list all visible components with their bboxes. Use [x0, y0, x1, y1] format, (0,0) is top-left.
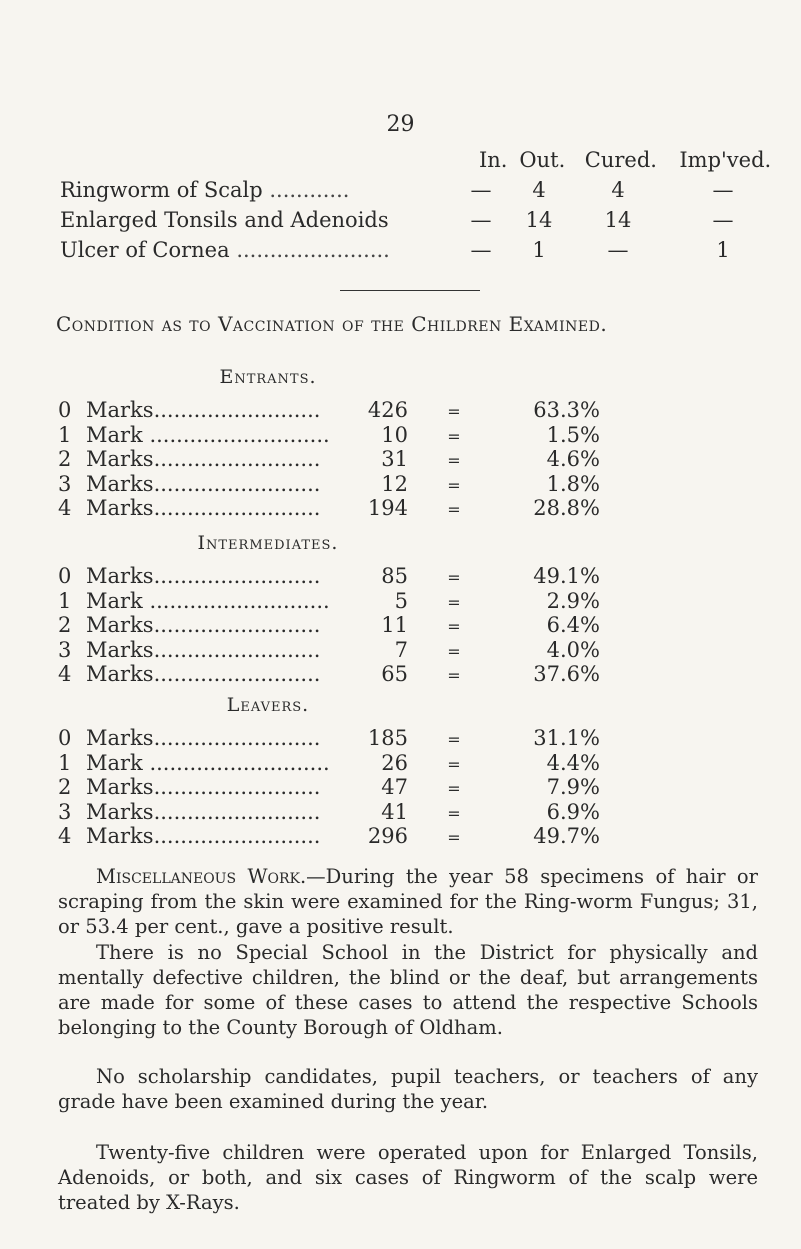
special-school-text: There is no Special School in the District for physically and mentally defective children, the blind or the deaf, but arrangements are made for some of these cases to attend the respective Schools belonging to the County Borough of Oldham. — [58, 941, 758, 1039]
marks-percent: 1.8% — [546, 471, 600, 496]
misc-work-paragraph — [58, 864, 758, 939]
ailment-label: Enlarged Tonsils and Adenoids — [60, 208, 389, 232]
header-in: In. — [478, 148, 508, 172]
marks-row — [58, 398, 698, 423]
marks-row — [58, 824, 698, 849]
marks-number: 0 — [58, 564, 72, 588]
marks-count: 5 — [394, 588, 408, 613]
equals-sign: = — [447, 754, 461, 774]
marks-label: Marks......................... — [86, 447, 321, 471]
header-out: Out. — [519, 148, 566, 172]
ailment-row — [60, 178, 780, 208]
equals-sign: = — [447, 402, 461, 421]
ailment-in: — — [470, 208, 492, 232]
marks-number: 4 — [58, 824, 72, 848]
marks-number: 1 — [58, 750, 72, 775]
misc-work-heading: Miscellaneous Work. — [96, 865, 307, 888]
marks-percent: 4.6% — [546, 447, 600, 471]
marks-number: 0 — [58, 726, 72, 750]
marks-percent: 6.9% — [546, 799, 600, 824]
ailment-cured: — — [607, 238, 629, 262]
section-title: Entrants. — [219, 366, 317, 388]
marks-count: 31 — [381, 447, 408, 471]
marks-count: 85 — [381, 564, 408, 588]
marks-row — [58, 800, 698, 825]
ailment-label: Ringworm of Scalp ............ — [60, 178, 350, 202]
section-title: Leavers. — [226, 694, 310, 716]
scholarship-paragraph — [58, 1064, 758, 1114]
marks-count: 47 — [381, 775, 408, 799]
marks-count: 194 — [367, 496, 408, 520]
marks-label: Marks......................... — [86, 726, 321, 750]
marks-percent: 37.6% — [533, 662, 600, 686]
marks-label: Marks......................... — [86, 496, 321, 520]
equals-sign: = — [447, 803, 461, 823]
marks-row — [58, 613, 698, 638]
marks-count: 65 — [381, 662, 408, 686]
marks-number: 3 — [58, 799, 72, 824]
header-cured: Cured. — [584, 148, 657, 172]
ailment-out: 4 — [532, 178, 546, 202]
marks-percent: 49.7% — [533, 824, 600, 848]
marks-label: Marks......................... — [86, 824, 321, 848]
marks-label: Marks......................... — [86, 775, 321, 799]
equals-sign: = — [447, 426, 461, 446]
marks-number: 4 — [58, 662, 72, 686]
marks-percent: 7.9% — [546, 775, 600, 799]
equals-sign: = — [447, 666, 461, 685]
ailment-out: 14 — [525, 208, 553, 232]
header-improved: Imp'ved. — [679, 148, 772, 172]
marks-row — [58, 751, 698, 776]
vaccination-title: Condition as to Vaccination of the Children Examined. — [56, 312, 608, 336]
marks-number: 1 — [58, 422, 72, 447]
marks-number: 2 — [58, 775, 72, 799]
equals-sign: = — [447, 617, 461, 636]
marks-count: 296 — [367, 824, 408, 848]
marks-label: Marks......................... — [86, 471, 321, 496]
ailment-row — [60, 208, 780, 238]
equals-sign: = — [447, 500, 461, 519]
ailment-cured: 4 — [611, 178, 625, 202]
marks-count: 11 — [381, 613, 408, 637]
marks-row — [58, 638, 698, 663]
ailment-label: Ulcer of Cornea ....................... — [60, 238, 390, 262]
marks-label: Mark ........................... — [86, 750, 330, 775]
marks-row — [58, 589, 698, 614]
marks-row — [58, 496, 698, 521]
marks-number: 2 — [58, 613, 72, 637]
equals-sign: = — [447, 828, 461, 847]
marks-label: Marks......................... — [86, 662, 321, 686]
marks-number: 3 — [58, 637, 72, 662]
marks-count: 41 — [381, 799, 408, 824]
marks-label: Marks......................... — [86, 564, 321, 588]
marks-percent: 4.0% — [546, 637, 600, 662]
section-entrants — [58, 366, 698, 521]
marks-percent: 2.9% — [546, 588, 600, 613]
equals-sign: = — [447, 451, 461, 470]
marks-number: 3 — [58, 471, 72, 496]
equals-sign: = — [447, 568, 461, 587]
section-divider — [340, 290, 480, 291]
equals-sign: = — [447, 475, 461, 495]
marks-row — [58, 447, 698, 472]
marks-label: Marks......................... — [86, 398, 321, 422]
marks-percent: 31.1% — [533, 726, 600, 750]
equals-sign: = — [447, 730, 461, 749]
section-intermediates — [58, 532, 698, 687]
marks-percent: 28.8% — [533, 496, 600, 520]
section-leavers — [58, 694, 698, 849]
ailment-improved: — — [712, 178, 734, 202]
marks-count: 26 — [381, 750, 408, 775]
ailments-header-row — [60, 148, 780, 178]
marks-label: Marks......................... — [86, 613, 321, 637]
marks-percent: 1.5% — [546, 422, 600, 447]
marks-count: 7 — [394, 637, 408, 662]
marks-percent: 63.3% — [533, 398, 600, 422]
marks-percent: 4.4% — [546, 750, 600, 775]
marks-row — [58, 775, 698, 800]
operations-text: Twenty-five children were operated upon for Enlarged Tonsils, Adenoids, or both, and six cases of Ringworm of the scalp were treated by X-Rays. — [58, 1141, 758, 1214]
marks-row — [58, 423, 698, 448]
section-title: Intermediates. — [197, 532, 339, 554]
misc-work-text: —During the year 58 specimens of hair or scraping from the skin were examined for the Ring-worm Fungus; 31, or 53.4 per cent., gave a positive result. — [58, 865, 758, 938]
marks-label: Mark ........................... — [86, 422, 330, 447]
special-school-paragraph — [58, 940, 758, 1040]
marks-count: 185 — [367, 726, 408, 750]
ailments-table — [60, 148, 780, 268]
marks-row — [58, 662, 698, 687]
marks-number: 4 — [58, 496, 72, 520]
page-number: 29 — [386, 112, 415, 137]
equals-sign: = — [447, 779, 461, 798]
marks-percent: 49.1% — [533, 564, 600, 588]
ailment-in: — — [470, 178, 492, 202]
marks-percent: 6.4% — [546, 613, 600, 637]
operations-paragraph — [58, 1140, 758, 1215]
ailment-row — [60, 238, 780, 268]
marks-row — [58, 472, 698, 497]
marks-row — [58, 564, 698, 589]
ailment-improved: 1 — [716, 238, 730, 262]
marks-count: 12 — [381, 471, 408, 496]
marks-row — [58, 726, 698, 751]
marks-number: 0 — [58, 398, 72, 422]
marks-count: 10 — [381, 422, 408, 447]
marks-label: Marks......................... — [86, 637, 321, 662]
marks-number: 1 — [58, 588, 72, 613]
ailment-in: — — [470, 238, 492, 262]
marks-count: 426 — [367, 398, 408, 422]
marks-label: Marks......................... — [86, 799, 321, 824]
ailment-improved: — — [712, 208, 734, 232]
ailment-out: 1 — [532, 238, 546, 262]
equals-sign: = — [447, 592, 461, 612]
equals-sign: = — [447, 641, 461, 661]
marks-number: 2 — [58, 447, 72, 471]
scholarship-text: No scholarship candidates, pupil teachers, or teachers of any grade have been examined during the year. — [58, 1065, 758, 1113]
ailment-cured: 14 — [604, 208, 632, 232]
marks-label: Mark ........................... — [86, 588, 330, 613]
